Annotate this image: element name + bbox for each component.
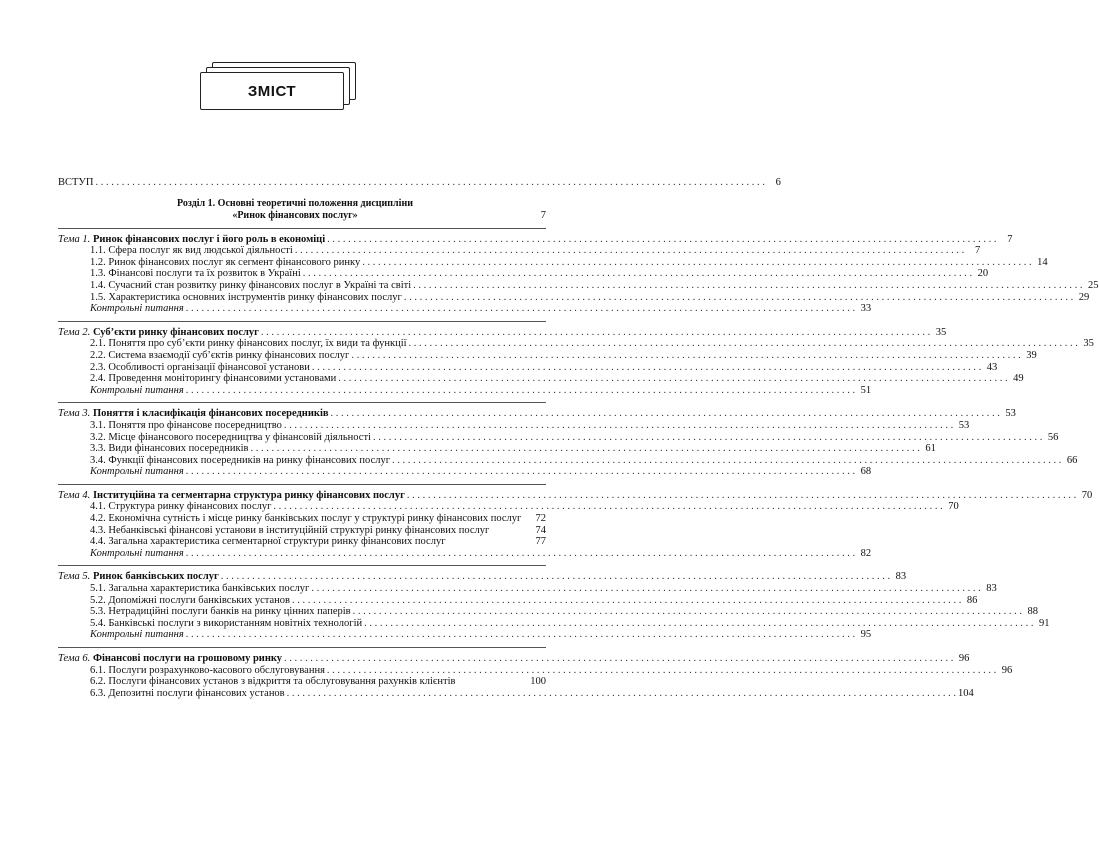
toc-subentry[interactable]	[58, 594, 978, 607]
toc-control-questions[interactable]	[58, 303, 872, 315]
toc-entry-label: 4.1. Структура ринку фінансових послуг	[90, 501, 272, 513]
leader-dots	[261, 327, 930, 339]
section-divider	[58, 321, 546, 322]
toc-entry-label: 6.2. Послуги фінансових установ з відкриття та обслуговування рахунків клієнтів	[90, 676, 456, 688]
leader-dots	[404, 292, 1073, 304]
toc-entry-label: 1.5. Характеристика основних інструментів ринку фінансових послуг	[90, 291, 402, 303]
toc-entry-page: 49	[1013, 373, 1024, 385]
part-title: Розділ 1. Основні теоретичні положення дисципліни «Ринок фінансових послуг»	[177, 197, 413, 221]
toc-entry-page: 7	[540, 210, 546, 221]
toc-entry-label: Контрольні питання	[90, 303, 184, 315]
leader-dots	[351, 350, 1020, 362]
toc-entry-label: 2.3. Особливості організації фінансової установи	[90, 361, 310, 373]
toc-entry-label: 4.3. Небанківські фінансові установи в інституційній структурі ринку фінансових послуг	[90, 524, 490, 536]
leader-dots	[186, 385, 855, 397]
toc-entry-page: 77	[535, 536, 546, 548]
table-of-contents	[58, 177, 1099, 699]
toc-entry-page: 53	[1005, 408, 1016, 420]
toc-entry-page: 104	[958, 687, 974, 699]
toc-entry-page: 25	[1088, 279, 1099, 291]
toc-subentry[interactable]	[58, 245, 981, 257]
toc-entry-label: 3.4. Функції фінансових посередників на ринку фінансових послуг	[90, 454, 391, 466]
contents-header-tab	[200, 62, 360, 114]
toc-subentry[interactable]	[58, 454, 1078, 467]
toc-entry-page: 91	[1038, 617, 1050, 629]
toc-topic-6[interactable]	[58, 653, 970, 665]
topic-title: Ринок фінансових послуг і його роль в економіці	[90, 233, 326, 245]
leader-dots	[273, 501, 942, 513]
toc-entry-page: 43	[986, 361, 998, 373]
topic-title: Поняття і класифікація фінансових посередників	[90, 408, 329, 420]
toc-entry-page: 95	[860, 629, 872, 641]
toc-entry-page: 56	[1047, 431, 1059, 443]
leader-dots	[311, 583, 980, 595]
leader-dots	[364, 618, 1033, 630]
toc-topic-1[interactable]	[58, 233, 1013, 246]
toc-entry-page: 70	[1081, 489, 1093, 501]
toc-entry-label: 5.3. Нетрадиційні послуги банків на ринку цінних паперів	[90, 606, 351, 618]
toc-entry-page: 96	[958, 653, 970, 664]
leader-dots	[186, 548, 855, 560]
toc-entry-label: 3.2. Місце фінансового посередництва у фінансовій діяльності	[90, 431, 371, 443]
page-title: ЗМІСТ	[247, 82, 297, 100]
leader-dots	[284, 653, 953, 665]
topic-label	[58, 408, 329, 420]
toc-subentry[interactable]	[58, 583, 997, 595]
leader-dots	[250, 443, 919, 455]
topic-title: Ринок банківських послуг	[90, 571, 219, 583]
leader-dots	[353, 606, 1022, 618]
toc-entry-label: Контрольні питання	[90, 466, 184, 478]
leader-dots	[303, 268, 972, 280]
toc-entry-page: 29	[1078, 291, 1090, 303]
toc-entry-page: 39	[1026, 349, 1037, 361]
topic-title: Суб’єкти ринку фінансових послуг	[90, 326, 259, 338]
leader-dots	[186, 629, 855, 641]
toc-entry-page: 35	[1083, 338, 1094, 350]
toc-subentry[interactable]	[58, 606, 1038, 618]
toc-entry-page: 7	[1007, 233, 1013, 245]
toc-entry-label: 3.1. Поняття про фінансове посередництво	[90, 419, 282, 431]
leader-dots	[287, 688, 956, 700]
leader-dots	[221, 571, 890, 583]
topic-prefix: Тема 3.	[58, 408, 91, 420]
toc-entry-label: Контрольні питання	[90, 384, 184, 396]
leader-dots	[295, 245, 964, 257]
toc-entry-label: 2.1. Поняття про суб’єкти ринку фінансових послуг, їх види та функції	[90, 338, 407, 350]
toc-entry-page: 53	[958, 419, 970, 431]
leader-dots	[292, 595, 961, 607]
toc-entry-page: 72	[535, 513, 546, 525]
topic-title: Інституційна та сегментарна структура ринку фінансових послуг	[90, 489, 405, 501]
topic-prefix: Тема 5.	[58, 571, 91, 583]
toc-entry-page: 14	[1037, 256, 1048, 268]
toc-subentry[interactable]	[58, 256, 1048, 269]
section-divider	[58, 484, 546, 485]
toc-subentry[interactable]	[58, 419, 970, 432]
leader-dots	[186, 303, 855, 315]
section-divider	[58, 565, 546, 566]
toc-entry-label: 4.2. Економічна сутність і місце ринку банківських послуг у структурі ринку фінансових послуг	[90, 513, 522, 525]
topic-prefix: Тема 1.	[58, 233, 91, 245]
leader-dots	[373, 432, 1042, 444]
topic-prefix: Тема 2.	[58, 326, 91, 338]
toc-subentry[interactable]	[58, 501, 959, 513]
leader-dots	[392, 455, 1061, 467]
header-tab-front	[200, 72, 344, 110]
toc-entry-page: 33	[860, 303, 872, 315]
toc-entry-page: 68	[860, 466, 872, 478]
toc-sections	[58, 228, 1099, 700]
toc-entry-page: 86	[966, 594, 978, 606]
toc-control-questions[interactable]	[58, 466, 872, 478]
toc-subentry[interactable]	[58, 279, 1099, 292]
topic-prefix: Тема 4.	[58, 489, 91, 501]
toc-topic-5[interactable]	[58, 571, 907, 583]
topic-label	[58, 571, 219, 583]
toc-entry-page: 20	[977, 268, 989, 280]
toc-entry-page: 83	[986, 583, 997, 595]
toc-entry-label: 5.4. Банківські послуги з використанням новітніх технологій	[90, 617, 363, 629]
toc-entry-page: 96	[1001, 664, 1013, 676]
toc-entry-page: 100	[530, 676, 546, 688]
toc-part-1[interactable]	[58, 198, 546, 222]
toc-entry-label: 2.4. Проведення моніторингу фінансовими установами	[90, 373, 337, 385]
toc-entry-label: 6.1. Послуги розрахунково-касового обслуговування	[90, 664, 325, 676]
toc-entry-page: 74	[535, 524, 546, 536]
toc-subentry[interactable]	[58, 676, 546, 688]
topic-prefix: Тема 6.	[58, 653, 91, 664]
leader-dots	[362, 257, 1031, 269]
toc-subentry[interactable]	[58, 617, 1050, 630]
toc-subentry[interactable]	[58, 268, 989, 280]
topic-label	[58, 327, 259, 339]
toc-entry-page: 7	[974, 245, 981, 257]
toc-subentry[interactable]	[58, 431, 1059, 444]
toc-subentry[interactable]	[58, 687, 974, 700]
toc-subentry[interactable]	[58, 536, 546, 548]
section-divider	[58, 402, 546, 403]
toc-subentry[interactable]	[58, 664, 1013, 677]
toc-entry-page: 61	[925, 443, 936, 455]
topic-title: Фінансові послуги на грошовому ринку	[90, 653, 283, 664]
leader-dots	[312, 362, 981, 374]
toc-entry-label: ВСТУП	[58, 177, 94, 188]
toc-entry-intro[interactable]	[58, 177, 781, 189]
toc-entry-page: 51	[860, 384, 872, 396]
toc-entry-label: Контрольні питання	[90, 547, 184, 559]
toc-entry-page: 70	[948, 501, 959, 513]
toc-entry-label: 1.4. Сучасний стан розвитку ринку фінансових послуг в Україні та світі	[90, 279, 412, 291]
toc-topic-4[interactable]	[58, 489, 1093, 502]
toc-subentry[interactable]	[58, 373, 1024, 385]
toc-subentry[interactable]	[58, 513, 546, 525]
leader-dots	[327, 665, 996, 677]
toc-control-questions[interactable]	[58, 629, 872, 641]
leader-dots	[331, 408, 1000, 420]
toc-entry-label: 5.2. Допоміжні послуги банківських установ	[90, 594, 290, 606]
toc-entry-page: 6	[775, 177, 781, 188]
leader-dots	[95, 177, 764, 189]
toc-entry-page: 88	[1027, 606, 1038, 618]
section-divider	[58, 228, 546, 229]
toc-subentry[interactable]	[58, 525, 546, 537]
toc-entry-label: 5.1. Загальна характеристика банківських послуг	[90, 583, 310, 595]
leader-dots	[327, 234, 996, 246]
leader-dots	[413, 280, 1082, 292]
toc-subentry[interactable]	[58, 443, 936, 455]
toc-entry-page: 83	[895, 571, 907, 583]
toc-subentry[interactable]	[58, 291, 1090, 304]
toc-subentry[interactable]	[58, 349, 1037, 362]
toc-subentry[interactable]	[58, 361, 998, 374]
toc-entry-label: 1.2. Ринок фінансових послуг як сегмент фінансового ринку	[90, 256, 361, 268]
toc-entry-label: 6.3. Депозитні послуги фінансових установ	[90, 687, 285, 699]
toc-topic-2[interactable]	[58, 326, 947, 339]
toc-entry-label: 1.3. Фінансові послуги та їх розвиток в Україні	[90, 268, 301, 280]
toc-subentry[interactable]	[58, 338, 1094, 350]
toc-topic-3[interactable]	[58, 408, 1016, 420]
leader-dots	[409, 338, 1078, 350]
toc-entry-page: 35	[935, 326, 947, 338]
toc-entry-label: 1.1. Сфера послуг як вид людської діяльності	[90, 245, 293, 257]
leader-dots	[284, 420, 953, 432]
leader-dots	[407, 490, 1076, 502]
section-divider	[58, 647, 546, 648]
leader-dots	[338, 373, 1007, 385]
toc-entry-label: 4.4. Загальна характеристика сегментарної структури ринку фінансових послуг	[90, 536, 446, 548]
toc-entry-label: 3.3. Види фінансових посередників	[90, 443, 249, 455]
toc-entry-page: 66	[1066, 454, 1078, 466]
toc-entry-page: 82	[860, 547, 872, 559]
toc-control-questions[interactable]	[58, 547, 872, 560]
topic-label	[58, 234, 325, 246]
toc-control-questions[interactable]	[58, 384, 872, 397]
toc-entry-label: Контрольні питання	[90, 629, 184, 641]
leader-dots	[186, 466, 855, 478]
topic-label	[58, 490, 405, 502]
topic-label	[58, 653, 282, 665]
toc-entry-label: 2.2. Система взаємодії суб’єктів ринку фінансових послуг	[90, 349, 350, 361]
